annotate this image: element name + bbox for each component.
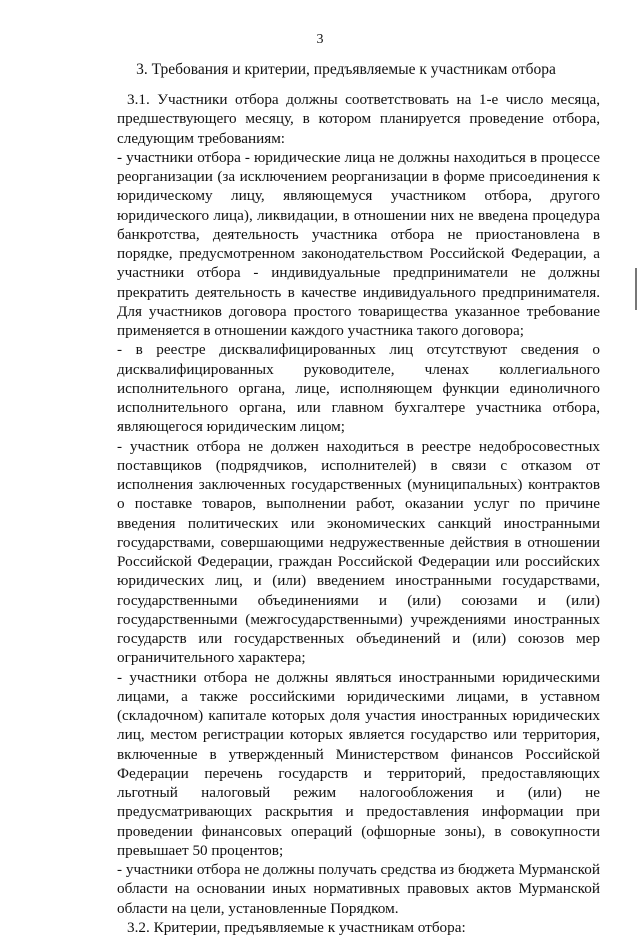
paragraph-3-1: 3.1. Участники отбора должны соответствовать на 1-е число месяца, предшествующего месяцу, в котором планируется проведение отбора, следующим требованиям: — [117, 91, 600, 147]
page-number: 3 — [316, 32, 324, 47]
section-title: 3. Требования и критерии, предъявляемые к участникам отбора — [136, 61, 556, 78]
paragraph-3-2: 3.2. Критерии, предъявляемые к участникам отбора: — [127, 918, 466, 936]
requirement-bullet-reorganization: - участники отбора - юридические лица не должны находиться в процессе реорганизации (за исключением реорганизации в форме присоединения к юридическому лицу, являющемуся участником отбора, другого юридического лица), ликвидации, в отношении них не введена процедура банкротства, деятельность участника отбора не приостановлена в порядке, предусмотренном законодательством Российской Федерации, а участники отбора - индивидуальные предприниматели не должны прекратить деятельность в качестве индивидуального предпринимателя. Для участников договора простого товарищества указанное требование применяется в отношении каждого участника такого договора; — [117, 148, 600, 339]
requirement-bullet-unscrupulous-suppliers: - участник отбора не должен находиться в реестре недобросовестных поставщиков (подрядчиков, исполнителей) в связи с отказом от исполнения заключенных государственных (муниципальных) контрактов о поставке товаров, выполнении работ, оказании услуг по причине введения политических или экономических санкций иностранными государствами, совершающими недружественные действия в отношении Российской Федерации, граждан Российской Федерации или российских юридических лиц, и (или) введением иностранными государствами, государственными объединениями и (или) союзами и (или) государственными (межгосударственными) учреждениями иностранных государств или государственных объединений и (или) союзов мер ограничительного характера; — [117, 437, 600, 667]
requirement-bullet-budget-funds: - участники отбора не должны получать средства из бюджета Мурманской области на основании иных нормативных правовых актов Мурманской области на цели, установленные Порядком. — [117, 861, 600, 917]
requirement-bullet-foreign-entities: - участники отбора не должны являться иностранными юридическими лицами, а также российскими юридическими лицами, в уставном (складочном) капитале которых доля участия иностранных юридических лиц, местом регистрации которых является государство или территория, включенные в утвержденный Министерством финансов Российской Федерации перечень государств и территорий, предоставляющих льготный налоговый режим налогообложения и (или) не предусматривающих раскрытия и предоставления информации при проведении финансовых операций (офшорные зоны), в совокупности превышает 50 процентов; — [117, 668, 600, 859]
margin-mark — [635, 268, 637, 310]
requirement-bullet-disqualified-registry: - в реестре дисквалифицированных лиц отсутствуют сведения о дисквалифицированных руководителе, членах коллегиального исполнительного органа, лице, исполняющем функции единоличного исполнительного органа, или главном бухгалтере участника отбора, являющегося юридическим лицом; — [117, 341, 600, 436]
document-body — [117, 90, 600, 937]
